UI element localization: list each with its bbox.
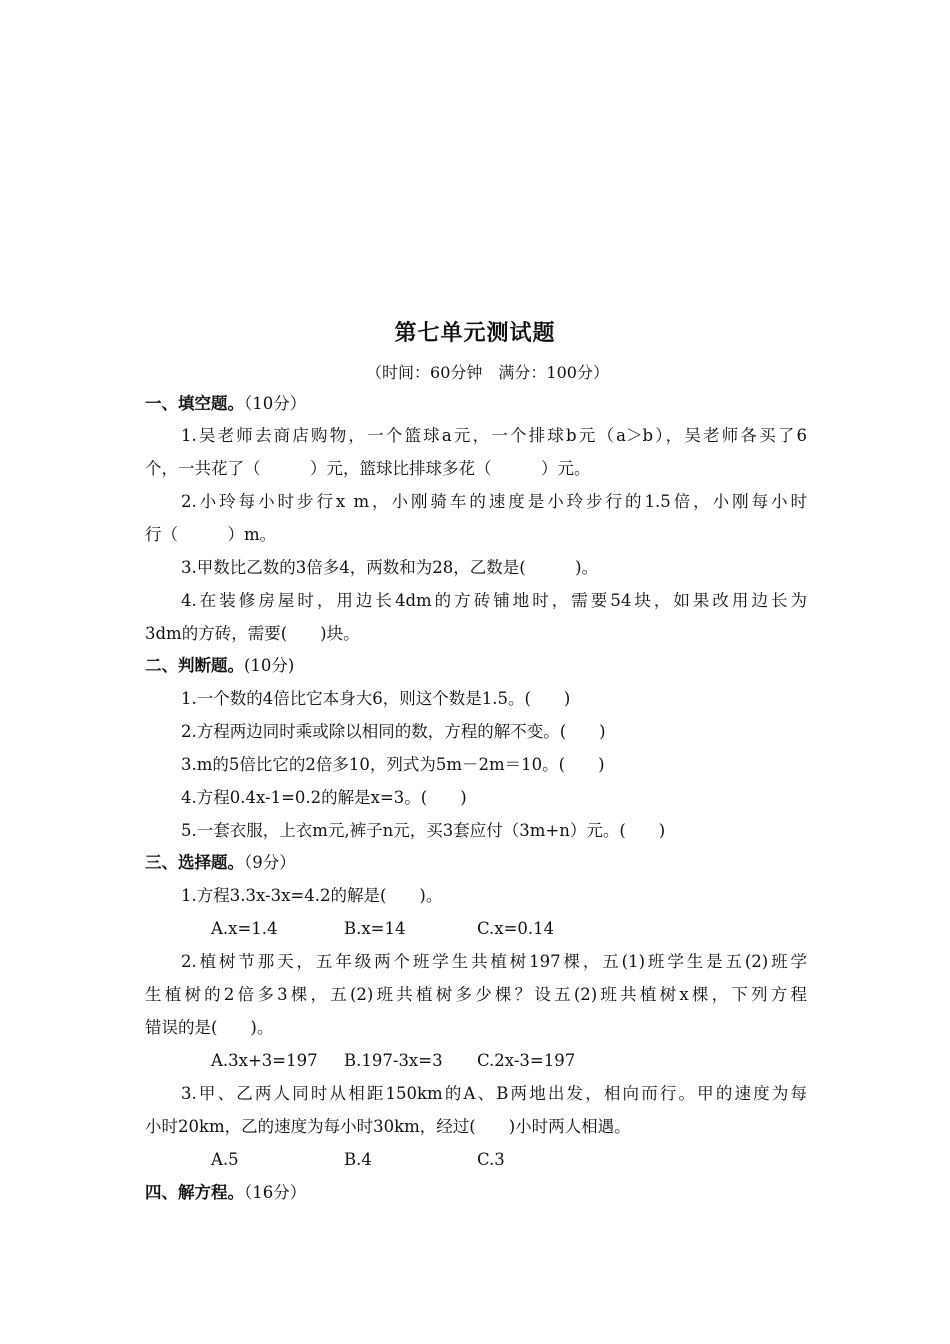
section-4-title: 四、解方程。 bbox=[145, 1183, 244, 1202]
option-a: A.3x+3=197 bbox=[211, 1051, 318, 1070]
option-b: B.x=14 bbox=[344, 919, 406, 938]
question-3-1-options bbox=[211, 918, 873, 940]
option-b: B.197-3x=3 bbox=[344, 1051, 443, 1070]
section-3-score: （9分） bbox=[244, 853, 296, 872]
question-3-2-line-3: 错误的是( )。 bbox=[145, 1018, 274, 1037]
section-2-title: 二、判断题。 bbox=[145, 656, 244, 675]
question-3-2-line-1: 2.植树节那天，五年级两个班学生共植树197棵，五(1)班学生是五(2)班学 bbox=[181, 952, 807, 971]
section-2-score: (10分) bbox=[244, 656, 295, 675]
question-3-1: 1.方程3.3x-3x=4.2的解是( )。 bbox=[181, 886, 443, 905]
question-1-4-line-2: 3dm的方砖，需要( )块。 bbox=[145, 624, 360, 643]
question-1-4-line-1: 4.在装修房屋时，用边长4dm的方砖铺地时，需要54块，如果改用边长为 bbox=[181, 591, 807, 610]
exam-info: （时间：60分钟 满分：100分） bbox=[366, 363, 609, 382]
section-2-heading bbox=[145, 655, 807, 677]
question-3-3-line-1: 3.甲、乙两人同时从相距150km的A、B两地出发，相向而行。甲的速度为每 bbox=[181, 1084, 807, 1103]
option-c: C.3 bbox=[477, 1150, 505, 1169]
question-2-3: 3.m的5倍比它的2倍多10，列式为5m－2m＝10。( ) bbox=[181, 755, 605, 774]
option-a: A.5 bbox=[211, 1150, 239, 1169]
section-1-title: 一、填空题。 bbox=[145, 394, 244, 413]
question-1-1-line-2: 个，一共花了（ ）元，篮球比排球多花（ ）元。 bbox=[145, 459, 591, 478]
section-4-score: （16分） bbox=[244, 1183, 307, 1202]
question-2-1: 1.一个数的4倍比它本身大6，则这个数是1.5。( ) bbox=[181, 689, 571, 708]
question-3-3-options bbox=[211, 1149, 873, 1171]
question-2-4: 4.方程0.4x-1=0.2的解是x=3。( ) bbox=[181, 788, 467, 807]
question-1-1-line-1: 1.吴老师去商店购物，一个篮球a元，一个排球b元（a＞b），吴老师各买了6 bbox=[181, 426, 807, 445]
option-c: C.x=0.14 bbox=[477, 919, 555, 938]
section-4-heading bbox=[145, 1182, 807, 1204]
section-1-heading bbox=[145, 393, 807, 415]
question-2-5: 5.一套衣服，上衣m元,裤子n元，买3套应付（3m+n）元。( ) bbox=[181, 821, 666, 840]
question-1-2-line-1: 2.小玲每小时步行x m，小刚骑车的速度是小玲步行的1.5倍，小刚每小时 bbox=[181, 492, 807, 511]
section-1-score: （10分） bbox=[244, 394, 307, 413]
section-3-heading bbox=[145, 852, 807, 874]
question-2-2: 2.方程两边同时乘或除以相同的数，方程的解不变。( ) bbox=[181, 722, 606, 741]
question-1-2-line-2: 行（ ）m。 bbox=[145, 525, 277, 544]
question-3-2-line-2: 生植树的2倍多3棵，五(2)班共植树多少棵？设五(2)班共植树x棵，下列方程 bbox=[145, 985, 807, 1004]
question-3-2-options bbox=[211, 1050, 873, 1072]
section-3-title: 三、选择题。 bbox=[145, 853, 244, 872]
option-a: A.x=1.4 bbox=[211, 919, 278, 938]
question-3-3-line-2: 小时20km，乙的速度为每小时30km，经过( )小时两人相遇。 bbox=[145, 1117, 631, 1136]
page-title: 第七单元测试题 bbox=[394, 321, 556, 346]
question-1-3: 3.甲数比乙数的3倍多4，两数和为28，乙数是( )。 bbox=[181, 558, 599, 577]
option-b: B.4 bbox=[344, 1150, 372, 1169]
option-c: C.2x-3=197 bbox=[477, 1051, 576, 1070]
